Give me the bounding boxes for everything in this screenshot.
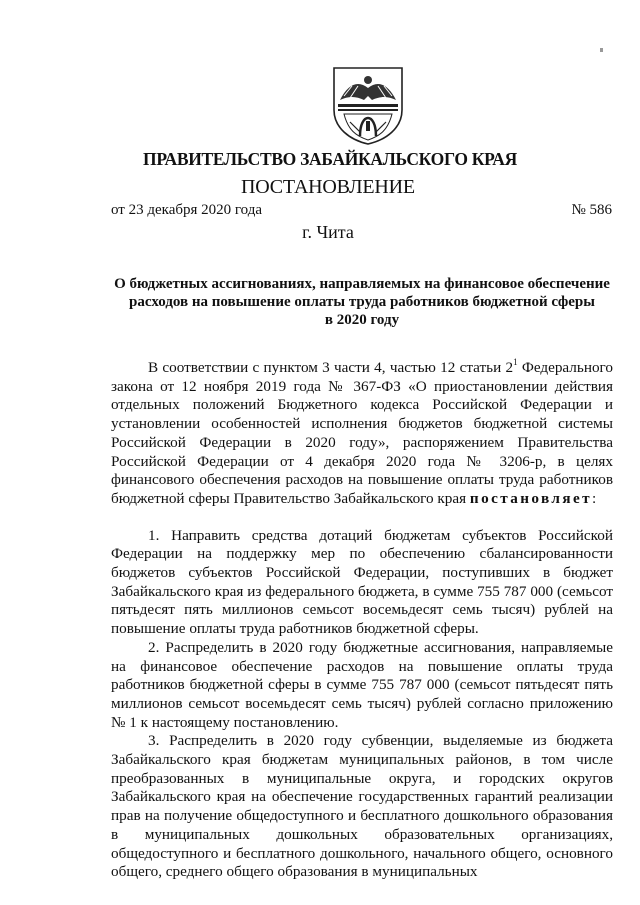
preamble-colon: :	[591, 489, 597, 507]
item-paragraph-3: 3. Распределить в 2020 году субвенции, выделяемые из бюджета Забайкальского края бюджетам муниципальных районов, в том числе преобразованных в муниципальные округа, и городских округов Забайкальского края на обеспечение государственных гарантий реализации прав на получение общедоступного и бесплатного дошкольного образования в муниципальных дошкольных образовательных организациях, общедоступного и бесплатного дошкольного, начального общего, основного общего, среднего общего образования в муниципальных	[111, 732, 613, 881]
document-type: ПОСТАНОВЛЕНИЕ	[241, 176, 415, 198]
item-paragraph-2: 2. Распределить в 2020 году бюджетные ассигнования, направляемые на финансовое обеспечение расходов на повышение оплаты труда работников бюджетной сферы в сумме 755 787 000 (семьсот пятьдесят пять миллионов семьсот восемьдесят семь тысяч) рублей согласно приложению № 1 к настоящему постановлению.	[111, 638, 613, 731]
document-city: г. Чита	[302, 222, 354, 242]
scan-mark	[600, 48, 603, 52]
heading-line: расходов на повышение оплаты труда работников бюджетной сферы	[129, 294, 595, 310]
article-superscript: 1	[513, 356, 518, 367]
resolves-word: постановляет	[469, 489, 592, 507]
document-number: № 586	[571, 202, 612, 218]
preamble-paragraph	[111, 356, 613, 509]
government-title: ПРАВИТЕЛЬСТВО ЗАБАЙКАЛЬСКОГО КРАЯ	[143, 149, 517, 169]
item-paragraph-1: 1. Направить средства дотаций бюджетам субъектов Российской Федерации на поддержку мер по обеспечению сбалансированности бюджетов субъектов Российской Федерации, поступивших в бюджет Забайкальского края из федерального бюджета, в сумме 755 787 000 (семьсот пятьдесят пять миллионов семьсот восемьдесят семь тысяч) рублей на повышение оплаты труда работников бюджетной сферы.	[111, 526, 613, 638]
document-body	[111, 356, 613, 882]
document-heading	[112, 275, 612, 329]
document-date: от 23 декабря 2020 года	[111, 202, 263, 218]
heading-line: в 2020 году	[324, 312, 400, 328]
preamble-text: Федерального закона от 12 ноября 2019 года № 367-ФЗ «О приостановлении действия отдельных положений Бюджетного кодекса Российской Федерации и установлении особенностей исполнения бюджетов бюджетной системы Российской Федерации в 2020 году», распоряжением Правительства Российской Федерации от 4 декабря 2020 года № 3206-р, в целях финансового обеспечения расходов на повышение оплаты труда работников бюджетной сферы Правительство Забайкальского края	[111, 359, 613, 507]
heading-line: О бюджетных ассигнованиях, направляемых на финансовое обеспечение	[114, 276, 610, 292]
coat-of-arms-emblem	[330, 66, 406, 146]
preamble-text: В соответствии с пунктом 3 части 4, частью 12 статьи 2	[148, 359, 514, 376]
